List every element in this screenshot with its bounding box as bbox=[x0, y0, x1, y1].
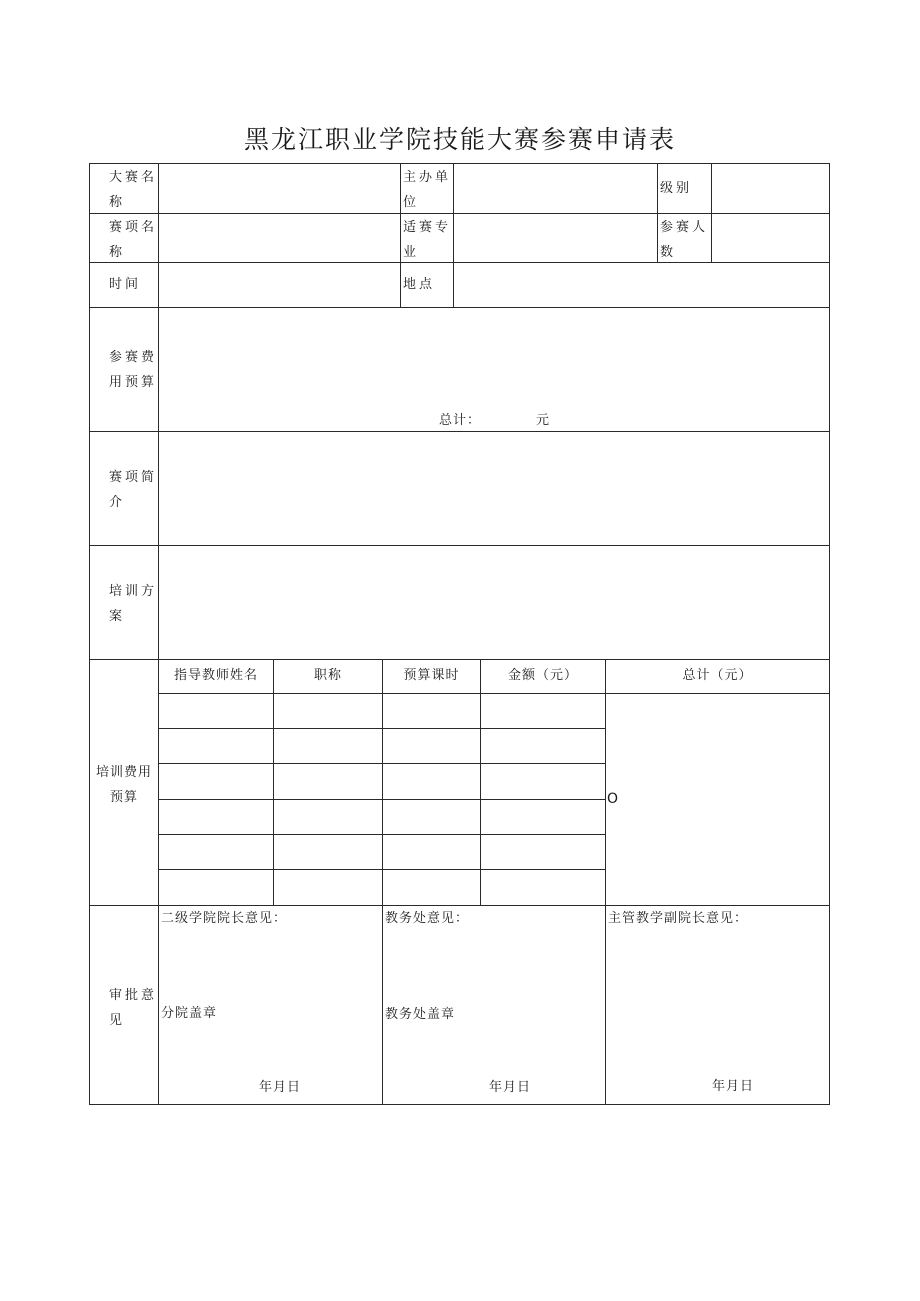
approval-academic-affairs[interactable] bbox=[383, 906, 605, 1104]
participants-field[interactable] bbox=[712, 214, 829, 262]
approval-vp-date: 年月日 bbox=[712, 1079, 755, 1094]
form-title: 黑龙江职业学院技能大赛参赛申请表 bbox=[243, 125, 676, 154]
host-unit-label: 主办单位 bbox=[403, 170, 452, 210]
border-bottom bbox=[89, 1104, 830, 1105]
col-divider bbox=[400, 163, 401, 307]
application-form bbox=[89, 163, 830, 1105]
total-value: O bbox=[607, 791, 619, 807]
table-header-total: 总计（元） bbox=[682, 668, 753, 683]
table-col-line bbox=[273, 659, 274, 905]
border-left bbox=[89, 163, 90, 1105]
event-name-field[interactable] bbox=[159, 214, 400, 262]
fee-budget-label: 参赛费用预算 bbox=[109, 350, 158, 390]
table-header-line bbox=[158, 693, 830, 694]
fee-budget-field[interactable] bbox=[159, 308, 829, 431]
event-intro-label: 赛项简介 bbox=[109, 470, 158, 510]
host-unit-field[interactable] bbox=[454, 164, 657, 213]
approval-academic-date: 年月日 bbox=[489, 1080, 532, 1095]
approval-vp-label: 主管教学副院长意见： bbox=[608, 911, 749, 926]
contest-name-field[interactable] bbox=[159, 164, 400, 213]
location-field[interactable] bbox=[454, 263, 829, 307]
col-divider bbox=[657, 163, 658, 262]
row-divider bbox=[89, 659, 830, 660]
table-col-line bbox=[382, 659, 383, 905]
table-col-line bbox=[480, 659, 481, 905]
table-header-title: 职称 bbox=[313, 668, 342, 683]
approval-academic-stamp: 教务处盖章 bbox=[385, 1007, 456, 1022]
approval-college[interactable] bbox=[159, 906, 382, 1104]
contest-name-label: 大赛名称 bbox=[109, 170, 158, 210]
approval-college-date: 年月日 bbox=[259, 1080, 302, 1095]
approval-college-stamp: 分院盖章 bbox=[161, 1006, 218, 1021]
approval-vice-president[interactable] bbox=[606, 906, 829, 1104]
table-header-teacher: 指导教师姓名 bbox=[173, 668, 258, 683]
approval-college-label: 二级学院院长意见： bbox=[161, 911, 288, 926]
approval-academic-label: 教务处意见： bbox=[385, 911, 470, 926]
approval-label: 审批意见 bbox=[109, 988, 158, 1028]
training-plan-label: 培训方案 bbox=[109, 584, 158, 624]
majors-field[interactable] bbox=[454, 214, 657, 262]
level-label: 级别 bbox=[660, 181, 693, 196]
majors-label: 适赛专业 bbox=[403, 220, 452, 260]
fee-total-label: 总计： bbox=[439, 413, 482, 428]
level-field[interactable] bbox=[712, 164, 829, 213]
time-field[interactable] bbox=[159, 263, 400, 307]
training-budget-label: 培训费用预算 bbox=[95, 765, 152, 805]
location-label: 地点 bbox=[403, 277, 436, 292]
training-plan-field[interactable] bbox=[159, 546, 829, 659]
table-header-amount: 金额（元） bbox=[507, 668, 578, 683]
time-label: 时间 bbox=[109, 277, 142, 292]
event-name-label: 赛项名称 bbox=[109, 220, 158, 260]
participants-label: 参赛人数 bbox=[660, 220, 709, 260]
table-header-hours: 预算课时 bbox=[403, 668, 460, 683]
event-intro-field[interactable] bbox=[159, 432, 829, 545]
fee-total-unit: 元 bbox=[536, 413, 553, 428]
border-right bbox=[829, 163, 830, 1105]
